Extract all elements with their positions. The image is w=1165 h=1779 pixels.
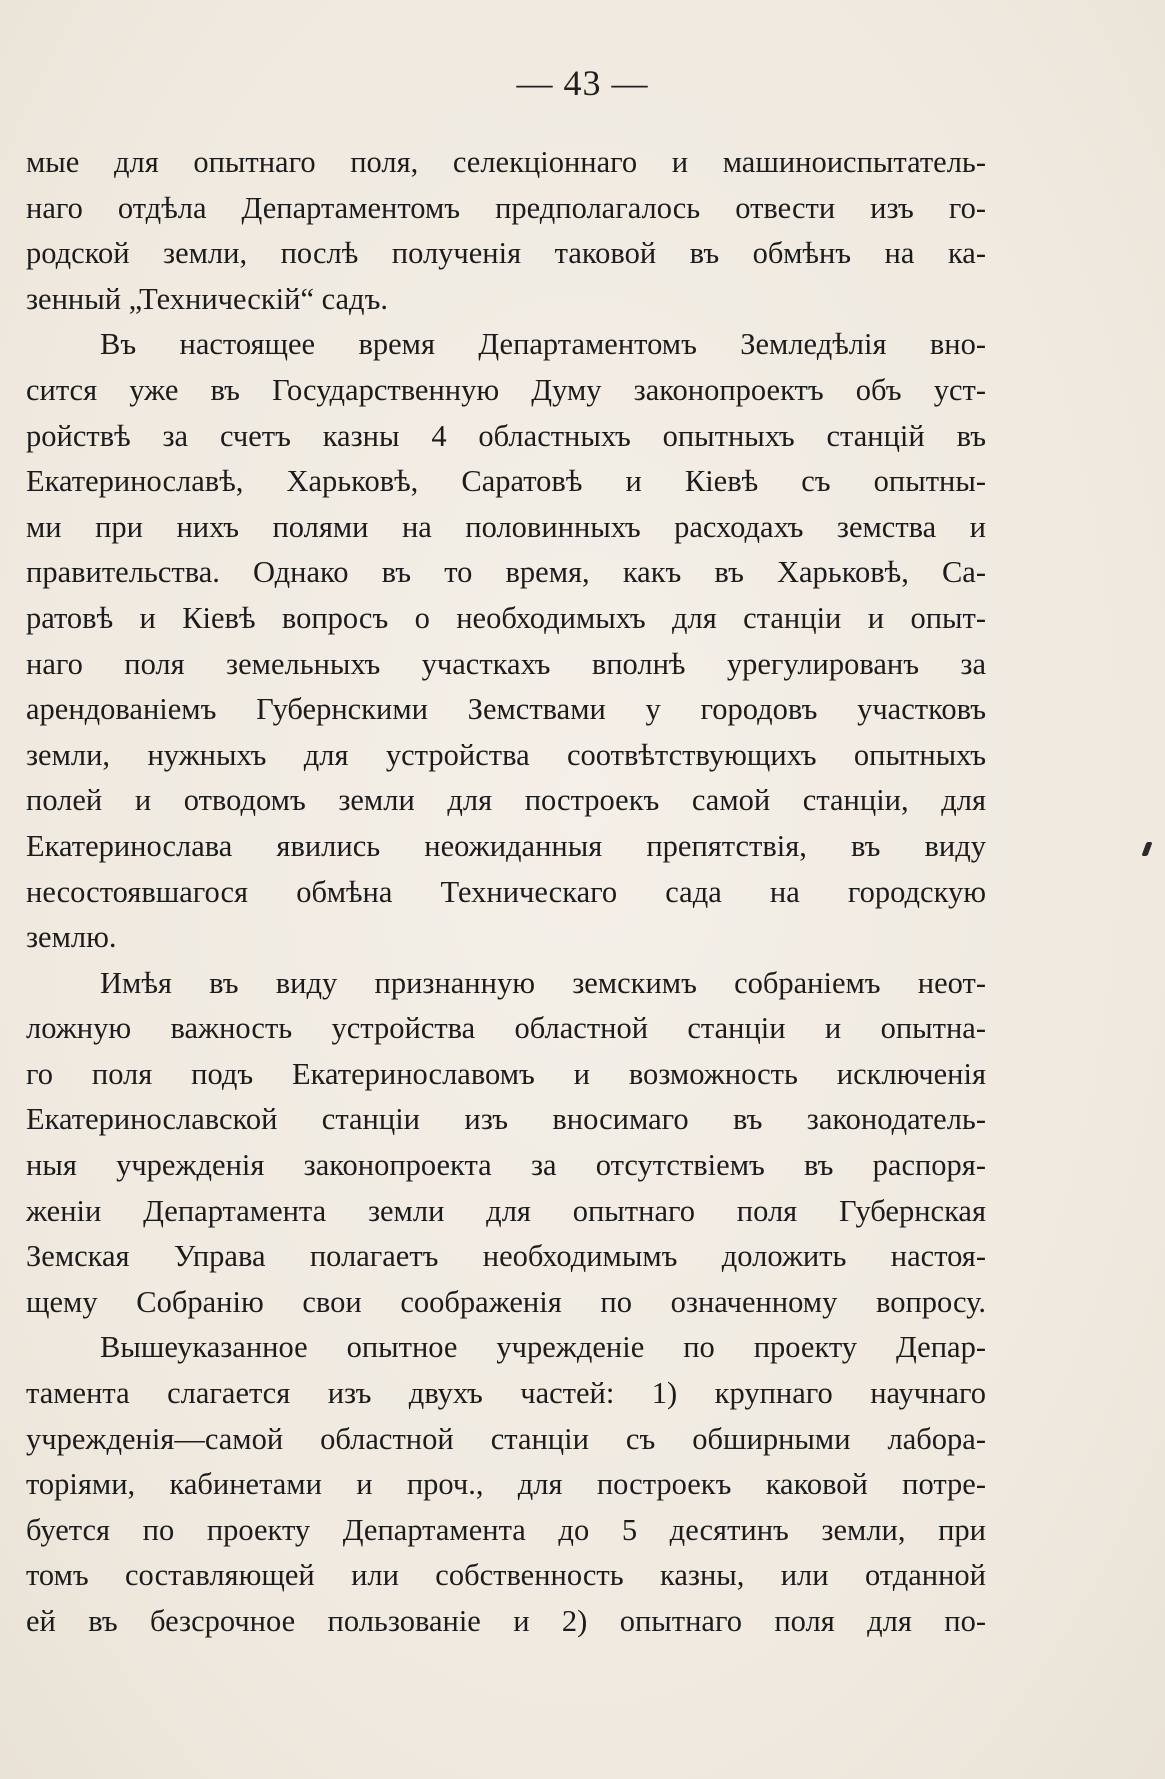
text-line: ратовѣ и Кіевѣ вопросъ о необходимыхъ для станціи и опыт-: [26, 600, 986, 635]
text-line: Земская Управа полагаетъ необходимымъ доложить настоя-: [26, 1239, 986, 1274]
text-line: щему Собранію свои соображенія по означенному вопросу.: [26, 1284, 986, 1319]
text-line: родской земли, послѣ полученія таковой въ обмѣнъ на ка-: [26, 236, 986, 271]
text-line: го поля подъ Екатеринославомъ и возможность исключенія: [26, 1056, 986, 1091]
text-line: томъ составляющей или собственность казны, или отданной: [26, 1558, 986, 1593]
text-line: Вышеуказанное опытное учрежденіе по проекту Депар-: [100, 1330, 986, 1365]
body-text: [26, 140, 986, 1645]
text-line: ей въ безсрочное пользованіе и 2) опытнаго поля для по-: [26, 1604, 986, 1638]
text-line: учрежденія—самой областной станціи съ обширными лабора-: [26, 1421, 986, 1456]
text-line: сится уже въ Государственную Думу законопроектъ объ уст-: [26, 372, 986, 407]
text-line: тамента слагается изъ двухъ частей: 1) крупнаго научнаго: [26, 1376, 986, 1411]
text-line: Въ настоящее время Департаментомъ Земледѣлія вно-: [100, 327, 986, 362]
text-line: несостоявшагося обмѣна Техническаго сада на городскую: [26, 874, 986, 909]
text-line: ми при нихъ полями на половинныхъ расходахъ земства и: [26, 509, 986, 544]
text-line: правительства. Однако въ то время, какъ въ Харьковѣ, Са-: [26, 555, 986, 590]
text-line: землю.: [26, 920, 117, 955]
margin-ink-mark: [1141, 842, 1152, 856]
page-number: — 43 —: [516, 63, 649, 103]
text-line: наго отдѣла Департаментомъ предполагалось отвести изъ го-: [26, 190, 986, 225]
text-line: буется по проекту Департамента до 5 десятинъ земли, при: [26, 1512, 986, 1547]
text-line: земли, нужныхъ для устройства соотвѣтствующихъ опытныхъ: [26, 737, 986, 772]
text-line: ныя учрежденія законопроекта за отсутствіемъ въ распоря-: [26, 1148, 986, 1183]
text-line: Екатеринослава явились неожиданныя препятствія, въ виду: [26, 828, 986, 863]
text-line: ложную важность устройства областной станціи и опытна-: [26, 1011, 986, 1046]
text-line: наго поля земельныхъ участкахъ вполнѣ урегулированъ за: [26, 646, 986, 681]
text-line: мые для опытнаго поля, селекціоннаго и машиноиспытатель-: [26, 145, 986, 179]
text-line: Имѣя въ виду признанную земскимъ собраніемъ неот-: [100, 965, 986, 1000]
text-line: зенный „Техническій“ садъ.: [26, 281, 388, 316]
text-line: ройствѣ за счетъ казны 4 областныхъ опытныхъ станцій въ: [26, 418, 986, 453]
text-line: Екатеринославской станціи изъ вносимаго въ законодатель-: [26, 1102, 986, 1137]
text-line: полей и отводомъ земли для построекъ самой станціи, для: [26, 783, 986, 818]
text-line: Екатеринославѣ, Харьковѣ, Саратовѣ и Кіевѣ съ опытны-: [26, 464, 986, 499]
text-line: арендованіемъ Губернскими Земствами у городовъ участковъ: [26, 692, 986, 727]
text-line: торіями, кабинетами и проч., для построекъ каковой потре-: [26, 1467, 986, 1502]
text-line: женіи Департамента земли для опытнаго поля Губернская: [26, 1193, 986, 1228]
